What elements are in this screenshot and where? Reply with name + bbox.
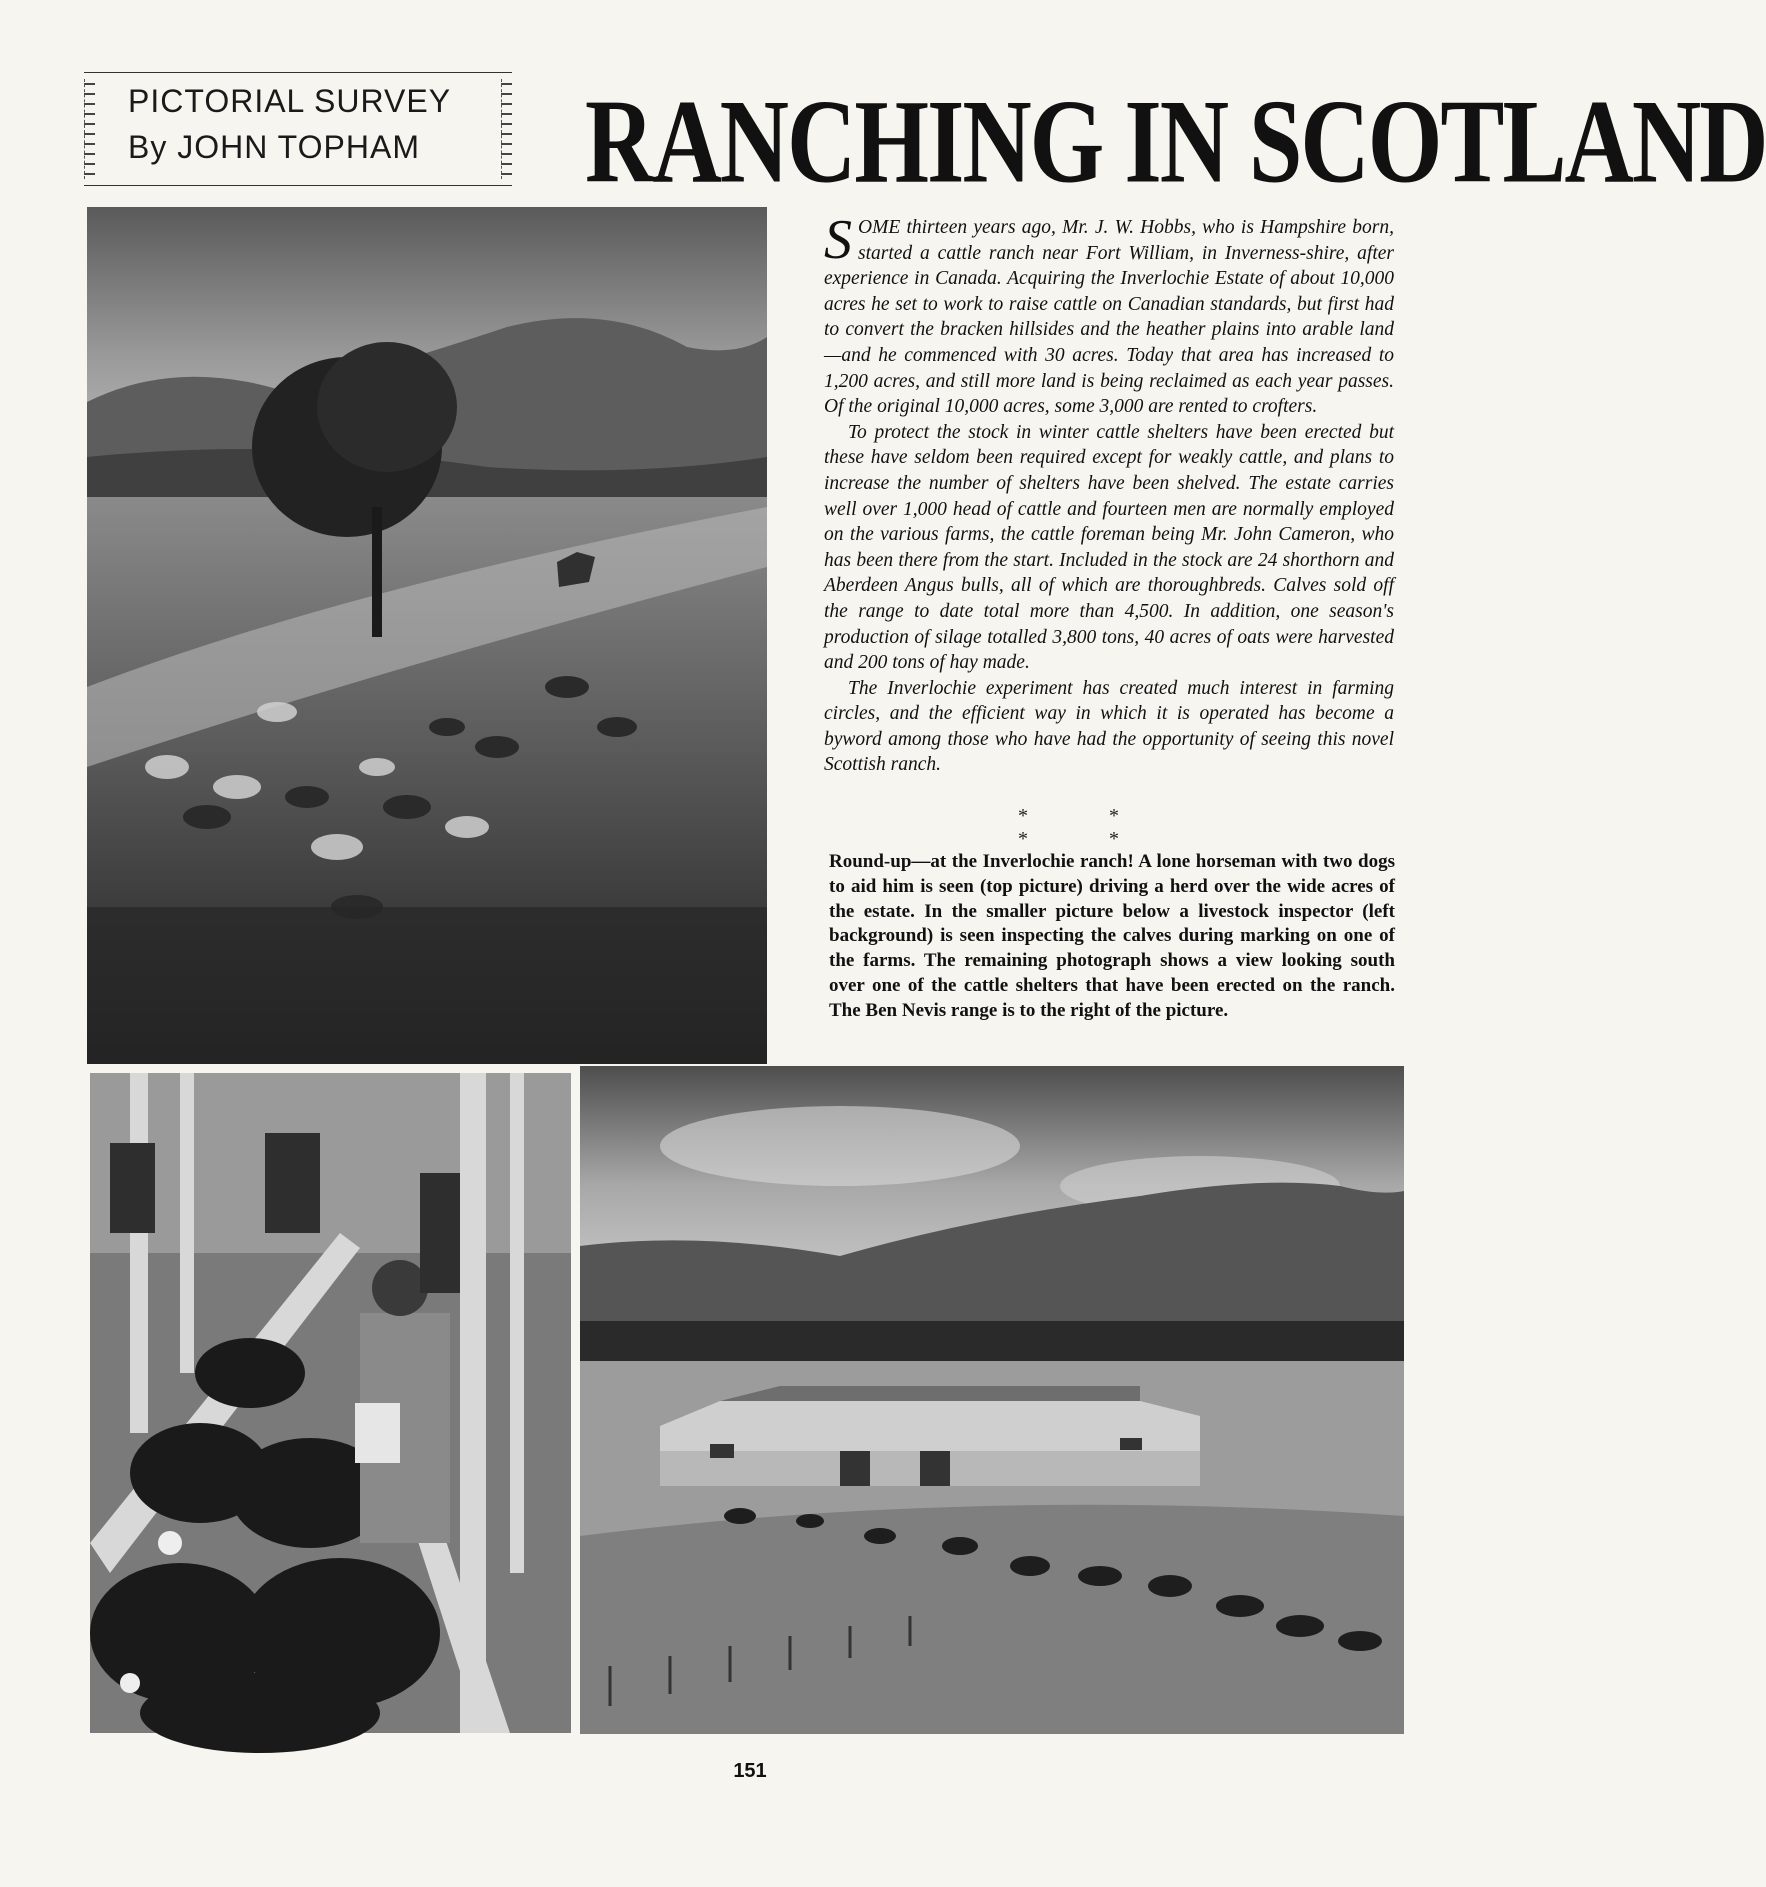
drop-cap: S bbox=[824, 209, 852, 271]
photo-roundup-herd bbox=[87, 207, 767, 1064]
kicker-series-label: PICTORIAL SURVEY bbox=[128, 83, 452, 119]
page-number: 151 bbox=[733, 1760, 767, 1782]
section-separator: * * * * bbox=[1018, 805, 1157, 850]
photo-caption: Round-up—at the Inverlochie ranch! A lone horseman with two dogs to aid him is seen (top picture) driving a herd over the wide acres of the estate. In the smaller picture below a livestock inspector (left background) is seen inspecting the calves during marking on one of the farms. The remaining photograph shows a view looking south over one of the cattle shelters that have been erected on the ranch. The Ben Nevis range is to the right of the picture. bbox=[829, 851, 1395, 1021]
kicker-byline: By JOHN TOPHAM bbox=[128, 129, 420, 165]
article-paragraph-1-text: OME thirteen years ago, Mr. J. W. Hobbs, who is Hampshire born, started a cattle ranch near Fort William, in Inverness-shire, after experience in Canada. Acquiring the Inverlochie Estate of about 10,000 acres he set to work to raise cattle on Canadian standards, but first had to convert the bracken hillsides and the heather plains into arable land—and he commenced with 30 acres. Today that area has increased to 1,200 acres, and still more land is being reclaimed as each year passes. Of the original 10,000 acres, some 3,000 are rented to crofters. bbox=[824, 217, 1394, 418]
photo-calves-marking bbox=[90, 1073, 571, 1733]
kicker-border-right bbox=[501, 79, 512, 179]
article-paragraph-3: The Inverlochie experiment has created much interest in farming circles, and the efficient way in which it is operated has become a byword among those who have had the opportunity of seeing this novel Scottish ranch. bbox=[824, 677, 1394, 776]
article-headline: RANCHING IN SCOTLAND bbox=[585, 73, 1766, 208]
article-body bbox=[824, 209, 1394, 778]
series-kicker-box bbox=[84, 72, 512, 186]
article-paragraph-1 bbox=[824, 209, 1394, 420]
kicker-border-left bbox=[84, 79, 95, 179]
article-paragraph-2: To protect the stock in winter cattle shelters have been erected but these have seldom been required except for weakly cattle, and plans to increase the number of shelters have been shelved. The estate carries well over 1,000 head of cattle and fourteen men are normally employed on the various farms, the cattle foreman being Mr. John Cameron, who has been there from the start. Included in the stock are 24 shorthorn and Aberdeen Angus bulls, all of which are thoroughbreds. Calves sold off the range to date total more than 4,500. In addition, one season's production of silage totalled 3,800 tons, 40 acres of oats were harvested and 200 tons of hay made. bbox=[824, 421, 1394, 674]
photo-cattle-shelter bbox=[580, 1066, 1404, 1734]
